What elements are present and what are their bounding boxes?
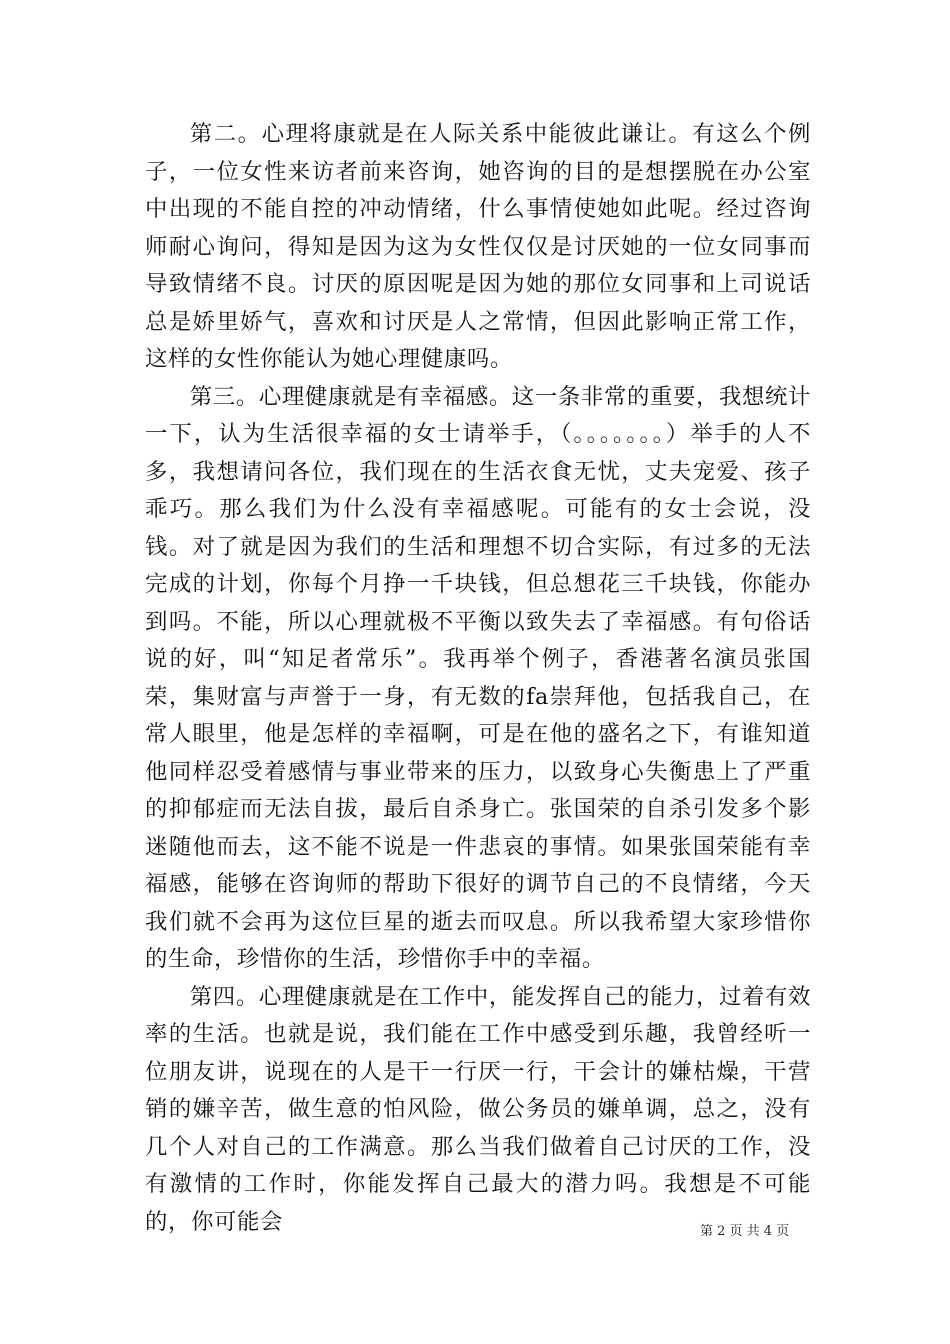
paragraph-second: 第二。心理将康就是在人际关系中能彼此谦让。有这么个例子，一位女性来访者前来咨询，她咨询的目的是想摆脱在办公室中出现的不能自控的冲动情绪，什么事情使她如此呢。经过咨询师耐心询问，得知是因为这为女性仅仅是讨厌她的一位女同事而导致情绪不良。讨厌的原因呢是因为她的那位女同事和上司说话总是娇里娇气，喜欢和讨厌是人之常情，但因此影响正常工作，这样的女性你能认为她心理健康吗。 <box>145 121 811 372</box>
document-body <box>145 116 811 1241</box>
paragraph-third: 第三。心理健康就是有幸福感。这一条非常的重要，我想统计一下，认为生活很幸福的女士请举手，（。。。。。。。）举手的人不多，我想请问各位，我们现在的生活衣食无忧，丈夫宠爱、孩子乖巧。那么我们为什么没有幸福感呢。可能有的女士会说，没钱。对了就是因为我们的生活和理想不切合实际，有过多的无法完成的计划，你每个月挣一千块钱，但总想花三千块钱，你能办到吗。不能，所以心理就极不平衡以致失去了幸福感。有句俗话说的好，叫“知足者常乐”。我再举个例子，香港著名演员张国荣，集财富与声誉于一身，有无数的fa崇拜他，包括我自己，在常人眼里，他是怎样的幸福啊，可是在他的盛名之下，有谁知道他同样忍受着感情与事业带来的压力，以致身心失衡患上了严重的抑郁症而无法自拔，最后自杀身亡。张国荣的自杀引发多个影迷随他而去，这不能不说是一件悲哀的事情。如果张国荣能有幸福感，能够在咨询师的帮助下很好的调节自己的不良情绪，今天我们就不会再为这位巨星的逝去而叹息。所以我希望大家珍惜你的生命，珍惜你的生活，珍惜你手中的幸福。 <box>145 383 811 972</box>
paragraph-fourth: 第四。心理健康就是在工作中，能发挥自己的能力，过着有效率的生活。也就是说，我们能在工作中感受到乐趣，我曾经听一位朋友讲，说现在的人是干一行厌一行，干会计的嫌枯燥，干营销的嫌辛苦，做生意的怕风险，做公务员的嫌单调，总之，没有几个人对自己的工作满意。那么当我们做着自己讨厌的工作，没有激情的工作时，你能发挥自己最大的潜力吗。我想是不可能的，你可能会 <box>145 983 811 1235</box>
page-number-footer: 第 2 页 共 4 页 <box>700 1224 790 1239</box>
